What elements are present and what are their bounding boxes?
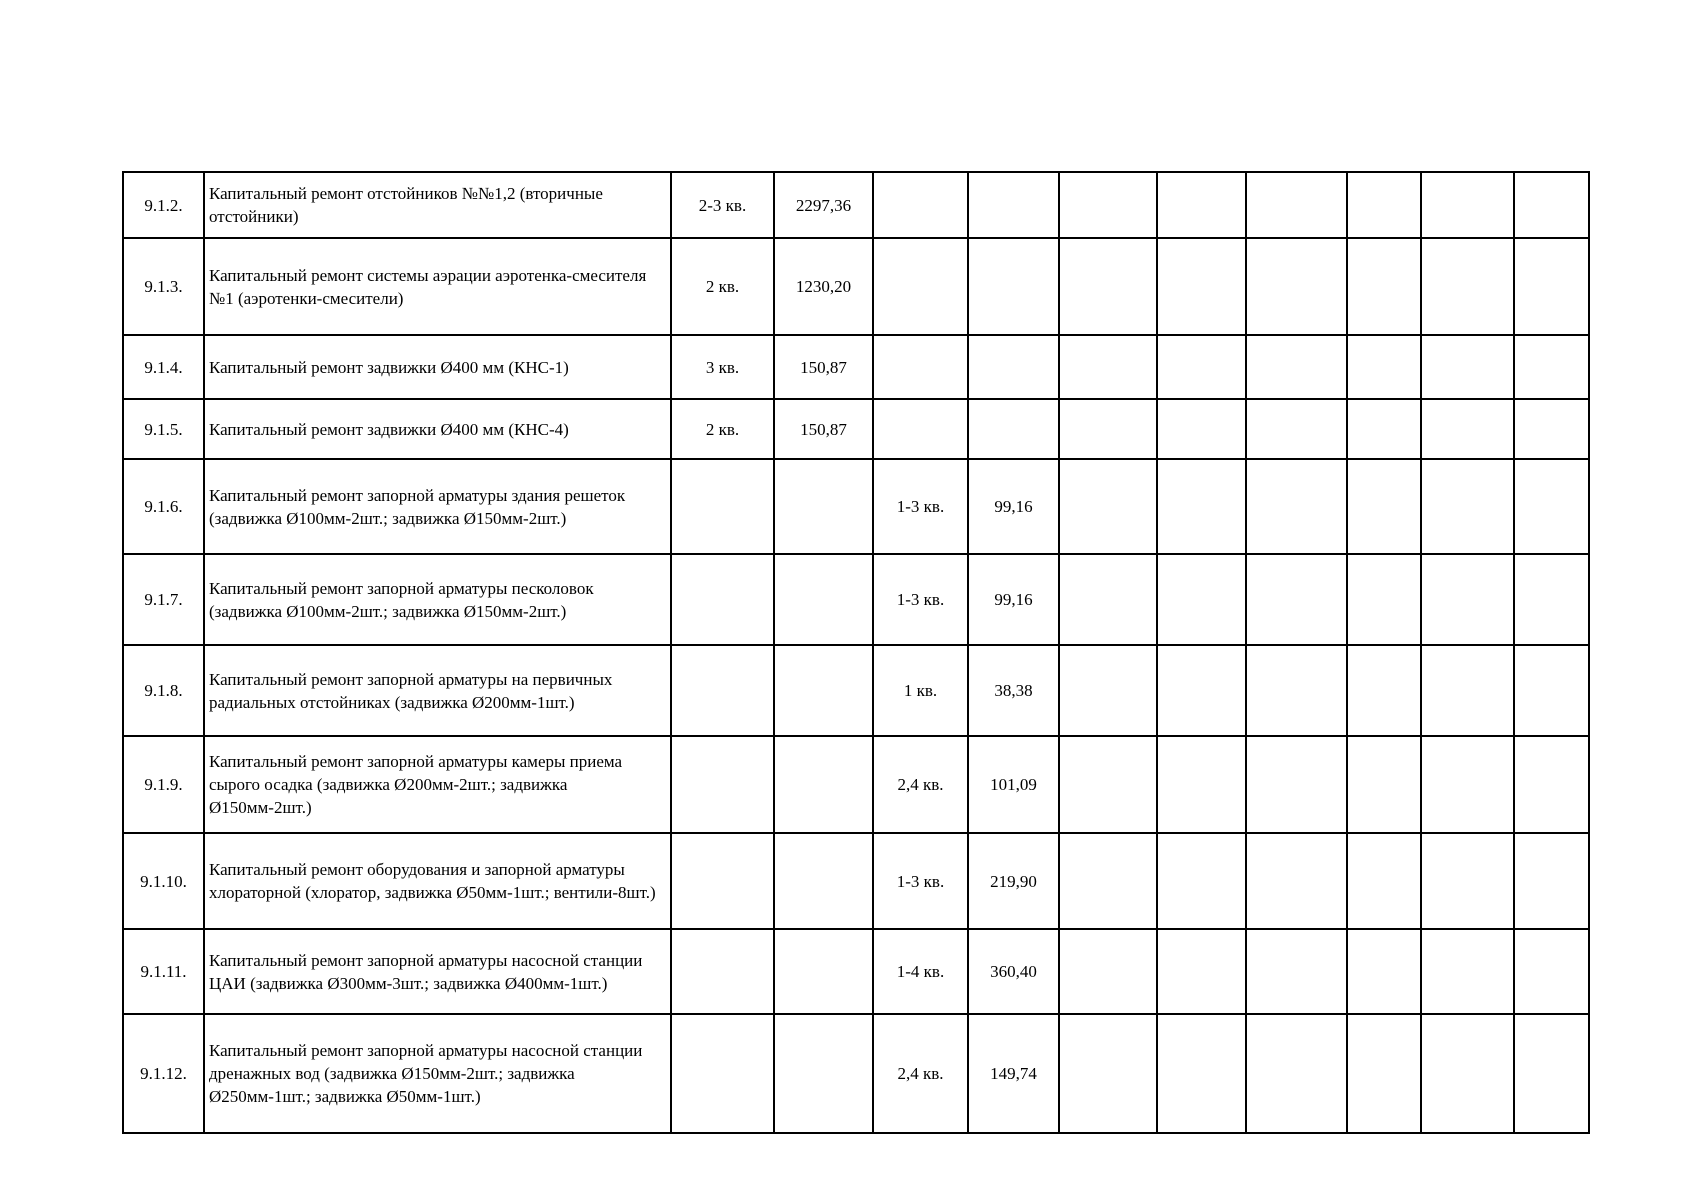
empty-cell xyxy=(1157,554,1246,645)
item-number: 9.1.9. xyxy=(123,736,204,833)
empty-cell xyxy=(1246,833,1347,929)
empty-cell xyxy=(1421,238,1514,335)
quarter-cell xyxy=(671,736,774,833)
item-description: Капитальный ремонт системы аэрации аэротенка-смесителя №1 (аэротенки-смесители) xyxy=(204,238,671,335)
empty-cell xyxy=(1157,736,1246,833)
empty-cell xyxy=(1157,1014,1246,1133)
amount-cell xyxy=(774,645,873,736)
quarter-cell: 2,4 кв. xyxy=(873,1014,968,1133)
empty-cell xyxy=(1157,929,1246,1014)
amount-cell: 99,16 xyxy=(968,554,1059,645)
table-row xyxy=(123,399,1589,459)
empty-cell xyxy=(1421,335,1514,399)
empty-cell xyxy=(1246,645,1347,736)
empty-cell xyxy=(1421,1014,1514,1133)
empty-cell xyxy=(1347,929,1421,1014)
empty-cell xyxy=(1514,459,1589,554)
item-description: Капитальный ремонт запорной арматуры камеры приема сырого осадка (задвижка Ø200мм-2шт.; задвижка Ø150мм-2шт.) xyxy=(204,736,671,833)
quarter-cell: 2-3 кв. xyxy=(671,172,774,238)
item-description: Капитальный ремонт задвижки Ø400 мм (КНС-1) xyxy=(204,335,671,399)
empty-cell xyxy=(1246,554,1347,645)
amount-cell xyxy=(968,335,1059,399)
amount-cell: 99,16 xyxy=(968,459,1059,554)
empty-cell xyxy=(1059,335,1157,399)
quarter-cell: 2 кв. xyxy=(671,238,774,335)
empty-cell xyxy=(1059,645,1157,736)
empty-cell xyxy=(1421,399,1514,459)
empty-cell xyxy=(1347,554,1421,645)
empty-cell xyxy=(1059,736,1157,833)
empty-cell xyxy=(1514,645,1589,736)
empty-cell xyxy=(1514,554,1589,645)
table-row xyxy=(123,554,1589,645)
item-number: 9.1.11. xyxy=(123,929,204,1014)
empty-cell xyxy=(1514,929,1589,1014)
empty-cell xyxy=(1246,172,1347,238)
empty-cell xyxy=(1347,833,1421,929)
quarter-cell: 1-3 кв. xyxy=(873,554,968,645)
quarter-cell xyxy=(873,399,968,459)
table-row xyxy=(123,335,1589,399)
empty-cell xyxy=(1514,736,1589,833)
quarter-cell: 2,4 кв. xyxy=(873,736,968,833)
item-description: Капитальный ремонт запорной арматуры на первичных радиальных отстойниках (задвижка Ø200мм-1шт.) xyxy=(204,645,671,736)
empty-cell xyxy=(1059,554,1157,645)
amount-cell xyxy=(774,833,873,929)
amount-cell: 219,90 xyxy=(968,833,1059,929)
item-description: Капитальный ремонт отстойников №№1,2 (вторичные отстойники) xyxy=(204,172,671,238)
item-number: 9.1.3. xyxy=(123,238,204,335)
item-number: 9.1.6. xyxy=(123,459,204,554)
empty-cell xyxy=(1421,645,1514,736)
quarter-cell xyxy=(873,238,968,335)
table-row xyxy=(123,238,1589,335)
table-row xyxy=(123,459,1589,554)
empty-cell xyxy=(1347,459,1421,554)
item-number: 9.1.4. xyxy=(123,335,204,399)
amount-cell xyxy=(774,736,873,833)
amount-cell xyxy=(774,459,873,554)
quarter-cell: 1-4 кв. xyxy=(873,929,968,1014)
empty-cell xyxy=(1347,645,1421,736)
quarter-cell xyxy=(873,172,968,238)
amount-cell xyxy=(968,238,1059,335)
amount-cell: 2297,36 xyxy=(774,172,873,238)
empty-cell xyxy=(1157,833,1246,929)
empty-cell xyxy=(1157,459,1246,554)
quarter-cell xyxy=(671,929,774,1014)
item-number: 9.1.10. xyxy=(123,833,204,929)
quarter-cell xyxy=(671,645,774,736)
quarter-cell: 1-3 кв. xyxy=(873,459,968,554)
amount-cell: 150,87 xyxy=(774,335,873,399)
item-description: Капитальный ремонт запорной арматуры песколовок (задвижка Ø100мм-2шт.; задвижка Ø150мм-2шт.) xyxy=(204,554,671,645)
empty-cell xyxy=(1246,1014,1347,1133)
quarter-cell: 1-3 кв. xyxy=(873,833,968,929)
amount-cell xyxy=(968,399,1059,459)
table-row xyxy=(123,833,1589,929)
empty-cell xyxy=(1514,833,1589,929)
quarter-cell xyxy=(671,554,774,645)
empty-cell xyxy=(1421,172,1514,238)
item-number: 9.1.7. xyxy=(123,554,204,645)
empty-cell xyxy=(1246,736,1347,833)
amount-cell: 1230,20 xyxy=(774,238,873,335)
item-description: Капитальный ремонт задвижки Ø400 мм (КНС-4) xyxy=(204,399,671,459)
empty-cell xyxy=(1347,238,1421,335)
empty-cell xyxy=(1421,554,1514,645)
amount-cell: 149,74 xyxy=(968,1014,1059,1133)
item-description: Капитальный ремонт запорной арматуры насосной станции дренажных вод (задвижка Ø150мм-2шт.; задвижка Ø250мм-1шт.; задвижка Ø50мм-1шт.) xyxy=(204,1014,671,1133)
quarter-cell xyxy=(671,1014,774,1133)
item-number: 9.1.2. xyxy=(123,172,204,238)
empty-cell xyxy=(1347,172,1421,238)
empty-cell xyxy=(1514,238,1589,335)
item-number: 9.1.8. xyxy=(123,645,204,736)
table-row xyxy=(123,929,1589,1014)
empty-cell xyxy=(1059,459,1157,554)
empty-cell xyxy=(1246,335,1347,399)
amount-cell: 150,87 xyxy=(774,399,873,459)
table-row xyxy=(123,1014,1589,1133)
empty-cell xyxy=(1157,238,1246,335)
quarter-cell xyxy=(671,833,774,929)
item-number: 9.1.5. xyxy=(123,399,204,459)
empty-cell xyxy=(1514,1014,1589,1133)
amount-cell xyxy=(774,929,873,1014)
empty-cell xyxy=(1059,1014,1157,1133)
quarter-cell: 3 кв. xyxy=(671,335,774,399)
empty-cell xyxy=(1246,459,1347,554)
quarter-cell: 2 кв. xyxy=(671,399,774,459)
empty-cell xyxy=(1059,929,1157,1014)
table-row xyxy=(123,172,1589,238)
amount-cell: 101,09 xyxy=(968,736,1059,833)
empty-cell xyxy=(1157,399,1246,459)
empty-cell xyxy=(1246,929,1347,1014)
quarter-cell xyxy=(873,335,968,399)
repair-plan-table xyxy=(122,171,1590,1134)
item-number: 9.1.12. xyxy=(123,1014,204,1133)
empty-cell xyxy=(1421,833,1514,929)
empty-cell xyxy=(1347,1014,1421,1133)
empty-cell xyxy=(1347,335,1421,399)
table-row xyxy=(123,736,1589,833)
amount-cell: 360,40 xyxy=(968,929,1059,1014)
empty-cell xyxy=(1059,172,1157,238)
empty-cell xyxy=(1421,929,1514,1014)
item-description: Капитальный ремонт запорной арматуры насосной станции ЦАИ (задвижка Ø300мм-3шт.; задвижка Ø400мм-1шт.) xyxy=(204,929,671,1014)
empty-cell xyxy=(1347,399,1421,459)
empty-cell xyxy=(1514,399,1589,459)
amount-cell xyxy=(774,554,873,645)
table-row xyxy=(123,645,1589,736)
item-description: Капитальный ремонт оборудования и запорной арматуры хлораторной (хлоратор, задвижка Ø50мм-1шт.; вентили-8шт.) xyxy=(204,833,671,929)
amount-cell xyxy=(774,1014,873,1133)
empty-cell xyxy=(1157,172,1246,238)
empty-cell xyxy=(1421,736,1514,833)
empty-cell xyxy=(1157,645,1246,736)
empty-cell xyxy=(1246,238,1347,335)
empty-cell xyxy=(1347,736,1421,833)
item-description: Капитальный ремонт запорной арматуры здания решеток (задвижка Ø100мм-2шт.; задвижка Ø150мм-2шт.) xyxy=(204,459,671,554)
empty-cell xyxy=(1421,459,1514,554)
empty-cell xyxy=(1514,335,1589,399)
empty-cell xyxy=(1157,335,1246,399)
empty-cell xyxy=(1514,172,1589,238)
amount-cell: 38,38 xyxy=(968,645,1059,736)
empty-cell xyxy=(1059,399,1157,459)
quarter-cell: 1 кв. xyxy=(873,645,968,736)
quarter-cell xyxy=(671,459,774,554)
empty-cell xyxy=(1059,833,1157,929)
amount-cell xyxy=(968,172,1059,238)
empty-cell xyxy=(1059,238,1157,335)
empty-cell xyxy=(1246,399,1347,459)
